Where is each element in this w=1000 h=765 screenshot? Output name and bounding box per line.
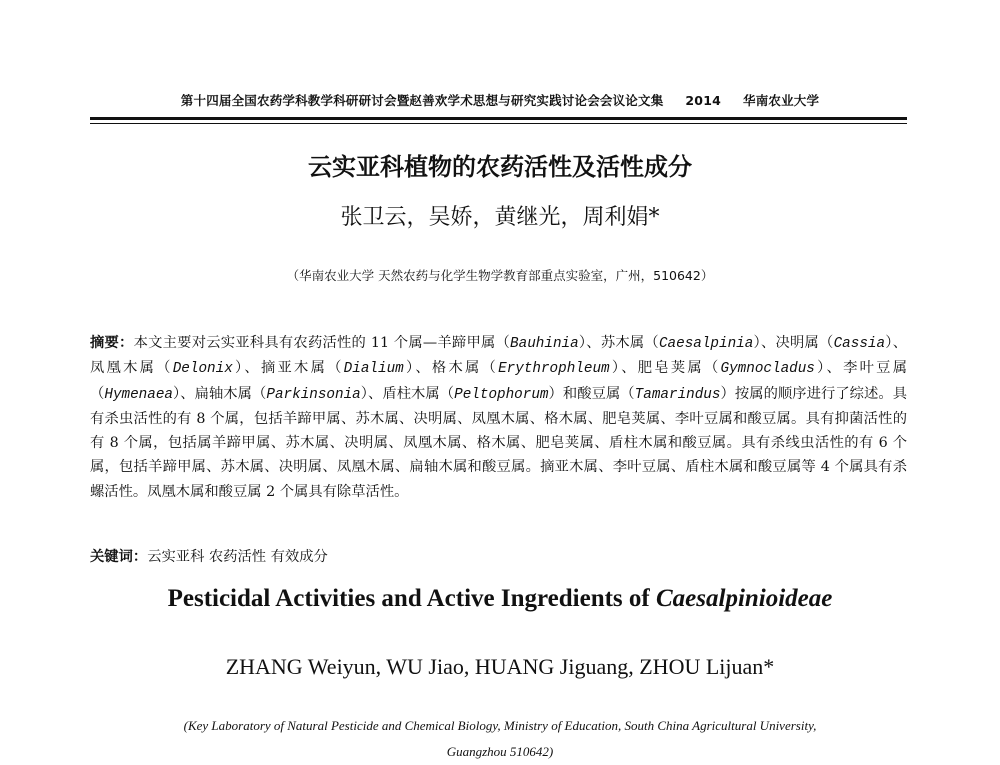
- english-title-main: Pesticidal Activities and Active Ingredients of: [167, 585, 650, 612]
- genus-name: Cassia: [833, 336, 886, 352]
- abstract-text: ）、摘亚木属（: [232, 360, 344, 377]
- abstract-text: ）、格木属（: [403, 360, 499, 377]
- genus-name: Erythrophleum: [498, 361, 610, 378]
- abstract-label: 摘要：: [90, 335, 134, 351]
- english-affiliation-line: (Key Laboratory of Natural Pesticide and Chemical Biology, Ministry of Education, South China Agricultural University,: [183, 718, 817, 733]
- english-affiliation: [0, 713, 1000, 765]
- genus-name: Caesalpinia: [658, 336, 754, 352]
- conference-name: 第十四届全国农药学科教学科研研讨会暨赵善欢学术思想与研究实践讨论会会议论文集: [180, 93, 664, 108]
- keywords: [90, 546, 907, 566]
- genus-name: Hymenaea: [104, 386, 173, 403]
- genus-name: Peltophorum: [454, 386, 549, 403]
- running-header: [0, 91, 1000, 109]
- abstract-text: ）、凤凰木属（: [90, 335, 907, 377]
- header-rule-thick: [90, 117, 907, 120]
- english-authors: ZHANG Weiyun, WU Jiao, HUANG Jiguang, ZHOU Lijuan*: [225, 654, 775, 679]
- genus-name: Gymnocladus: [720, 361, 815, 378]
- genus-name: Bauhinia: [510, 336, 579, 352]
- abstract-text: 本文主要对云实亚科具有农药活性的 11 个属—羊蹄甲属（: [133, 335, 511, 351]
- genus-name: Dialium: [343, 361, 404, 378]
- chinese-title: 云实亚科植物的农药活性及活性成分: [308, 153, 692, 181]
- genus-name: Delonix: [172, 361, 233, 378]
- english-title-taxon: Caesalpinioideae: [656, 585, 833, 612]
- proceedings-year: 2014: [685, 93, 721, 108]
- english-affiliation-line: Guangzhou 510642): [446, 744, 554, 759]
- chinese-affiliation: （华南农业大学 天然农药与化学生物学教育部重点实验室，广州，510642）: [286, 268, 714, 283]
- abstract-text: ）、盾柱木属（: [360, 385, 455, 402]
- abstract-text: ）和酸豆属（: [548, 385, 635, 402]
- abstract-text: ）按属的顺序进行了综述。具有杀虫活性的有 8 个属，包括羊蹄甲属、苏木属、决明属、凤凰木属、格木属、肥皂荚属、李叶豆属和酸豆属。具有抑菌活性的有 8 个属，包括属羊蹄甲属、苏木属、决明属、凤凰木属、格木属、肥皂荚属、盾柱木属和酸豆属。具有杀线虫活性的有 6 个属，包括羊蹄甲属、苏木属、决明属、凤凰木属、扁轴木属和酸豆属。摘亚木属、李叶豆属、盾柱木属和酸豆属等 4 个属具有杀螺活性。凤凰木属和酸豆属 2 个属具有除草活性。: [90, 385, 908, 500]
- abstract: [90, 331, 907, 504]
- abstract-text: ）、肥皂荚属（: [609, 360, 721, 377]
- host-university: 华南农业大学: [743, 93, 820, 108]
- english-title: [0, 585, 1000, 613]
- header-rule-thin: [90, 123, 907, 124]
- genus-name: Tamarindus: [634, 386, 721, 403]
- abstract-text: ）、李叶豆属（: [90, 360, 907, 402]
- chinese-authors: 张卫云，吴娇，黄继光，周利娟*: [340, 205, 660, 230]
- genus-name: Parkinsonia: [266, 386, 361, 403]
- keywords-label: 关键词：: [90, 549, 148, 565]
- abstract-text: ）、扁轴木属（: [173, 385, 267, 402]
- keywords-text: 云实亚科 农药活性 有效成分: [147, 549, 328, 565]
- abstract-text: ）、苏木属（: [578, 335, 659, 351]
- abstract-text: ）、决明属（: [753, 335, 834, 351]
